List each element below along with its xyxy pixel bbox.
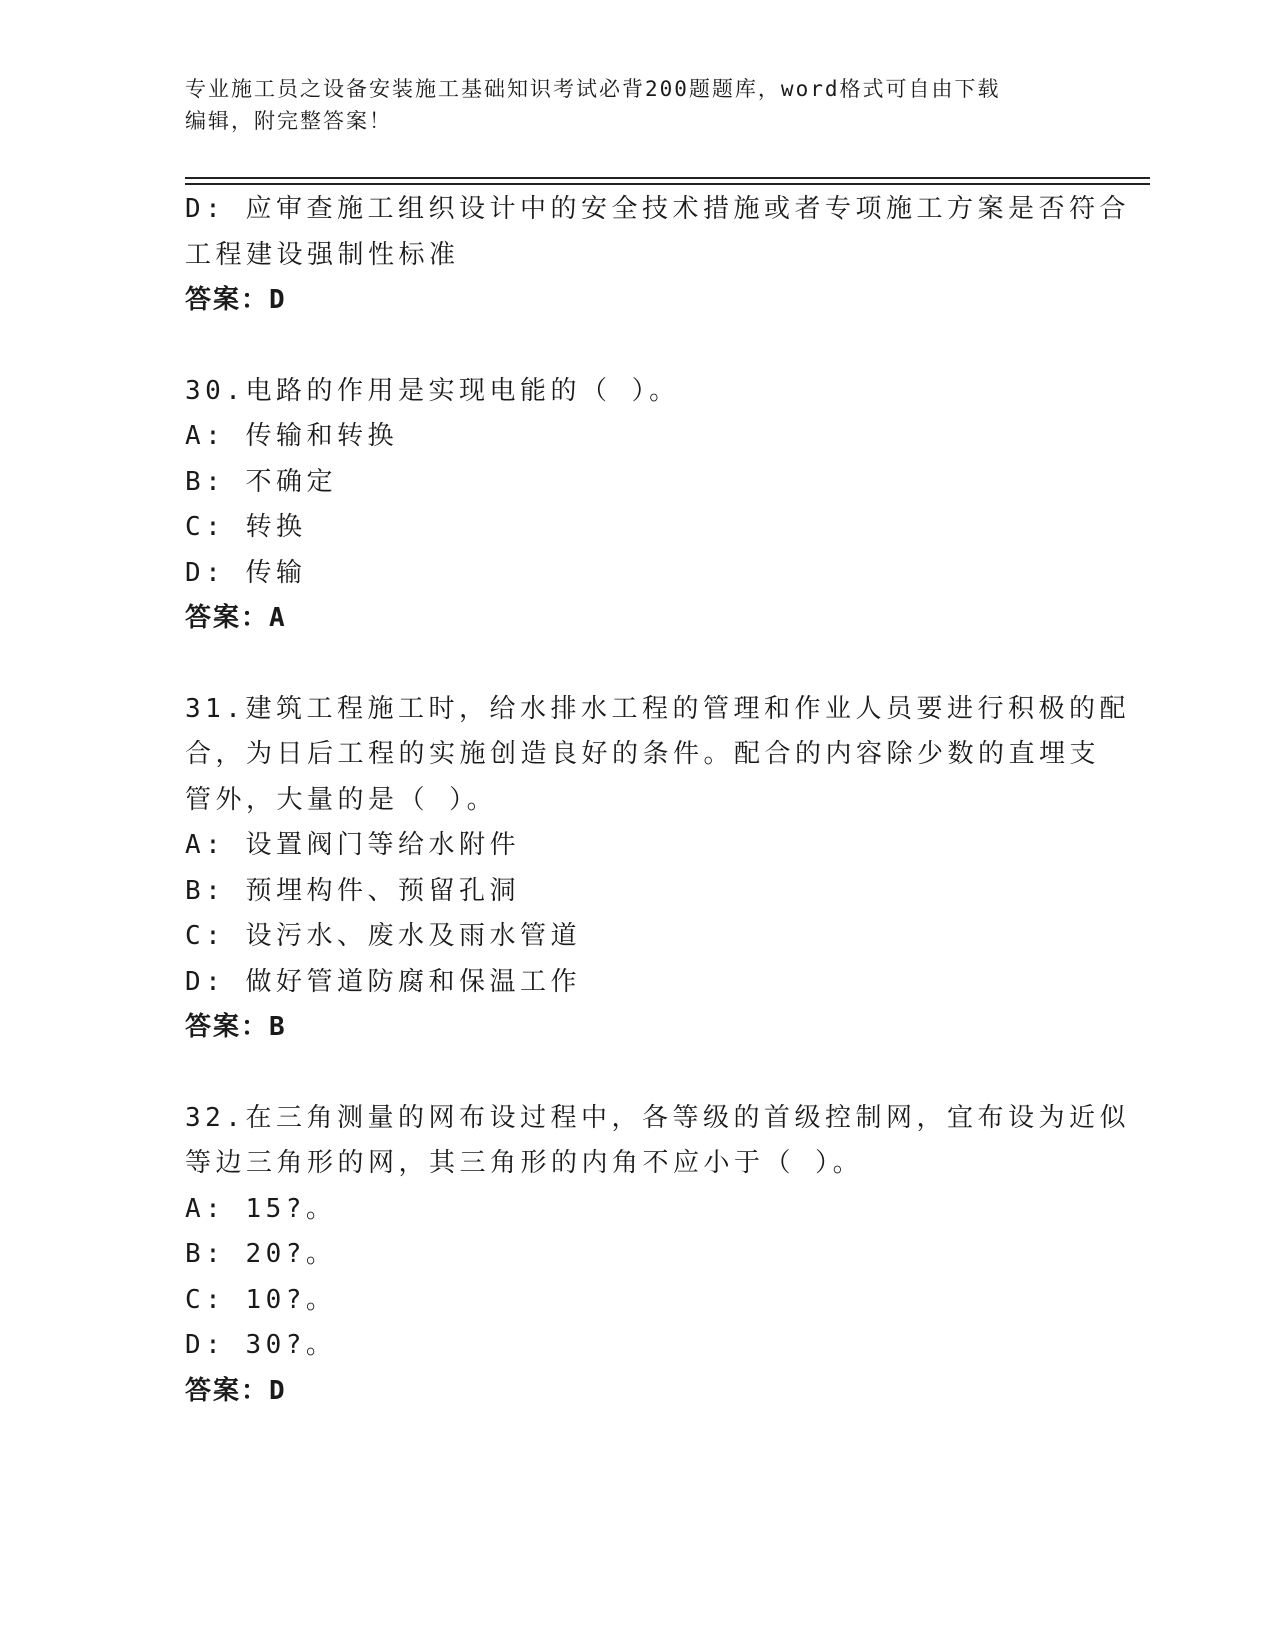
option-d-line-2: 工程建设强制性标准: [185, 239, 460, 270]
option-d: D: 做好管道防腐和保温工作: [185, 966, 581, 997]
question-31: [185, 687, 1130, 1051]
answer-line: 答案：B: [185, 1012, 287, 1042]
answer-line: 答案：A: [185, 603, 287, 633]
prev-question-tail: [185, 187, 1130, 324]
question-stem-line-1: 31.建筑工程施工时，给水排水工程的管理和作业人员要进行积极的配: [185, 693, 1130, 724]
question-content: [185, 187, 1130, 1414]
option-c: C: 10?。: [185, 1284, 337, 1315]
option-a: A: 传输和转换: [185, 421, 398, 451]
option-c: C: 设污水、废水及雨水管道: [185, 921, 581, 951]
question-stem-line-3: 管外，大量的是（ ）。: [185, 784, 498, 815]
option-c: C: 转换: [185, 512, 307, 542]
answer-line: 答案：D: [185, 285, 287, 315]
header-divider-top: [185, 177, 1150, 179]
option-b: B: 不确定: [185, 466, 337, 497]
question-30: [185, 369, 1085, 642]
option-b: B: 20?。: [185, 1239, 337, 1269]
option-b: B: 预埋构件、预留孔洞: [185, 875, 520, 906]
spacer: [185, 324, 1085, 369]
question-32: [185, 1096, 1130, 1415]
question-stem-line-2: 合，为日后工程的实施创造良好的条件。配合的内容除少数的直埋支: [185, 739, 1101, 769]
header-title-line-1: 专业施工员之设备安装施工基础知识考试必背200题题库，word格式可自由下载: [185, 77, 1001, 101]
answer-line: 答案：D: [185, 1375, 287, 1406]
option-a: A: 15?。: [185, 1193, 337, 1224]
option-d: D: 传输: [185, 557, 307, 588]
header-title-line-2: 编辑，附完整答案！: [185, 109, 392, 133]
header-divider-bottom: [185, 183, 1150, 185]
question-stem: 30.电路的作用是实现电能的（ ）。: [185, 375, 680, 406]
document-header: [185, 73, 1065, 137]
option-d-line-1: D: 应审查施工组织设计中的安全技术措施或者专项施工方案是否符合: [185, 194, 1130, 224]
question-stem-line-2: 等边三角形的网，其三角形的内角不应小于（ ）。: [185, 1148, 864, 1178]
spacer: [185, 1051, 1085, 1096]
question-stem-line-1: 32.在三角测量的网布设过程中，各等级的首级控制网，宜布设为近似: [185, 1102, 1130, 1133]
option-d: D: 30?。: [185, 1330, 337, 1360]
option-a: A: 设置阀门等给水附件: [185, 830, 520, 860]
spacer: [185, 642, 1085, 687]
